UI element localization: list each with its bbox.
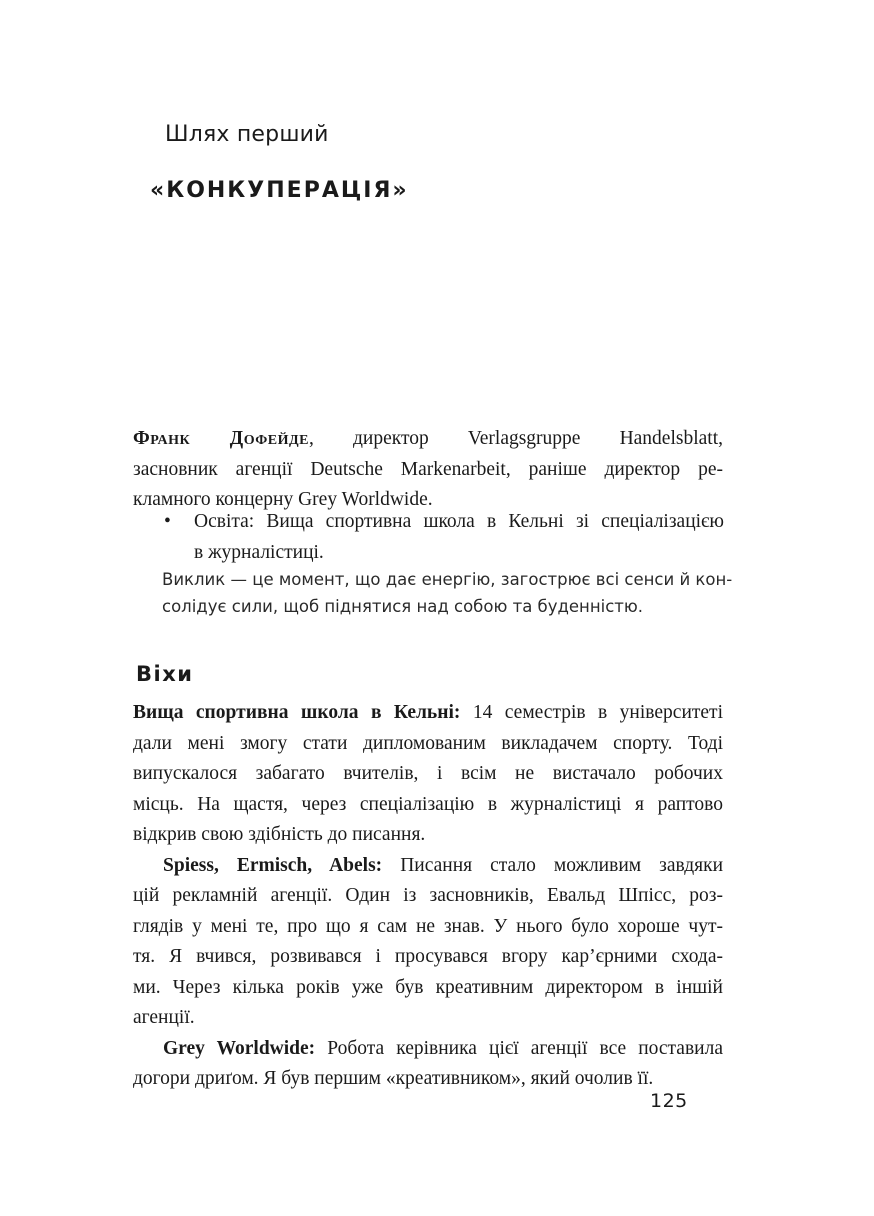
bio-paragraph	[133, 424, 723, 516]
milestone-line: цій рекламній агенції. Один із засновників, Евальд Шпісс, роз-	[133, 885, 723, 906]
milestone-line-text: 14 семестрів в університеті	[460, 702, 723, 723]
milestone-title: Вища спортивна школа в Кельні:	[133, 702, 461, 723]
chapter-label: Шлях перший	[165, 122, 329, 147]
bio-line: кламного концерну Grey Worldwide.	[133, 489, 433, 510]
milestone-line: відкрив свою здібність до писання.	[133, 824, 426, 845]
bio-line-text: , директор Verlagsgruppe Handelsblatt,	[308, 428, 724, 449]
bio-line	[133, 424, 723, 455]
milestone-line	[133, 851, 723, 882]
milestone-line: догори дриґом. Я був першим «креативником», який очолив її.	[133, 1068, 654, 1089]
milestone-title: Spiess, Ermisch, Abels:	[163, 854, 383, 876]
milestone-line: місць. На щастя, через спеціалізацію в журналістиці я раптово	[133, 793, 723, 815]
milestone-paragraph	[133, 698, 723, 851]
quote	[162, 566, 733, 620]
section-heading: Віхи	[136, 662, 194, 686]
milestone-line-text: Писання стало можливим завдяки	[382, 854, 724, 876]
milestone-line-text: Робота керівника цієї агенції все поставила	[315, 1037, 723, 1059]
bullet-text	[194, 507, 724, 568]
milestone-line: глядів у мені те, про що я сам не знав. У нього було хороше чут-	[133, 915, 723, 937]
milestone-line: випускалося забагато вчителів, і всім не вистачало робочих	[133, 763, 723, 784]
milestone-paragraph	[133, 851, 723, 1034]
bio-line: засновник агенції Deutsche Markenarbeit, раніше директор ре-	[133, 458, 723, 480]
milestone-title: Grey Worldwide:	[163, 1037, 316, 1059]
quote-line: Виклик — це момент, що дає енергію, загострює всі сенси й кон-	[162, 570, 733, 589]
bullet-line: Освіта: Вища спортивна школа в Кельні зі спеціалізацією	[194, 511, 724, 532]
bullet-line: в журналістиці.	[194, 541, 324, 563]
page-number: 125	[650, 1090, 688, 1112]
milestone-line	[133, 1034, 723, 1065]
milestones-text	[133, 698, 723, 1095]
chapter-title: «КОНКУПЕРАЦІЯ»	[150, 178, 409, 203]
milestone-line: агенції.	[133, 1007, 195, 1028]
bullet-icon: •	[164, 511, 171, 532]
milestone-line: ми. Через кілька років уже був креативним директором в іншій	[133, 976, 723, 998]
milestone-line	[133, 698, 723, 729]
milestone-line: тя. Я вчився, розвивався і просувався вгору кар’єрними схода-	[133, 946, 723, 967]
person-name: Франк Дофейде	[133, 428, 309, 449]
milestone-paragraph	[133, 1034, 723, 1095]
quote-line: солідує сили, щоб піднятися над собою та буденністю.	[162, 597, 644, 616]
milestone-line: дали мені змогу стати дипломованим викладачем спорту. Тоді	[133, 732, 723, 754]
